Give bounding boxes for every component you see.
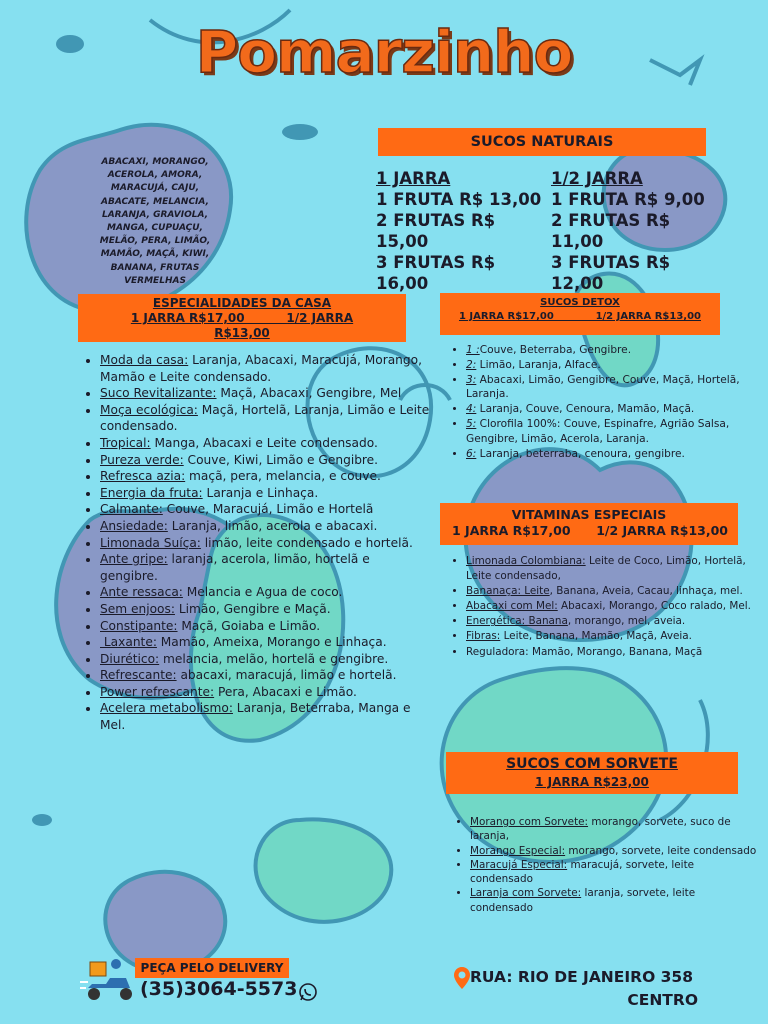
detox-title: SUCOS DETOX: [540, 297, 620, 308]
vitaminas-price-meia: 1/2 JARRA R$13,00: [596, 523, 728, 538]
list-item: • Sem enjoos: Limão, Gengibre e Maçã.: [100, 601, 430, 618]
price-line: 3 FRUTAS R$ 16,00: [376, 253, 496, 293]
vitaminas-header: [440, 503, 738, 545]
list-item: • Constipante: Maçã, Goiaba e Limão.: [100, 618, 430, 635]
delivery-scooter-icon: [80, 956, 140, 1006]
list-item: • 1 :Couve, Beterraba, Gengibre.: [466, 343, 746, 358]
price-column-jarra: [376, 168, 551, 294]
list-item: • Fibras: Leite, Banana, Mamão, Maçã, Aveia.: [466, 629, 764, 644]
list-item: • Limonada Colombiana: Leite de Coco, Limão, Hortelã, Leite condensado,: [466, 554, 764, 584]
list-item: • Morango Especial: morango, sorvete, leite condensado: [470, 844, 760, 858]
page-title: Pomarzinho: [195, 18, 573, 86]
list-item: • 3: Abacaxi, Limão, Gengibre, Couve, Maçã, Hortelã, Laranja.: [466, 373, 746, 403]
vitaminas-price-jarra: 1 JARRA R$17,00: [452, 523, 571, 538]
list-item: • 4: Laranja, Couve, Cenoura, Mamão, Maçã.: [466, 402, 746, 417]
especialidades-list: [80, 352, 430, 734]
list-item: • Bananaça: Leite, Banana, Aveia, Cacau, linhaça, mel.: [466, 584, 764, 599]
list-item: • Moça ecológica: Maçã, Hortelã, Laranja, Limão e Leite condensado.: [100, 402, 430, 435]
list-item: • Acelera metabolismo: Laranja, Beterraba, Manga e Mel.: [100, 700, 430, 733]
list-item: • Refrescante: abacaxi, maracujá, limão e hortelã.: [100, 667, 430, 684]
list-item: • Energia da fruta: Laranja e Linhaça.: [100, 485, 430, 502]
detox-header: [440, 293, 720, 335]
list-item: • Ansiedade: Laranja, limão, acerola e abacaxi.: [100, 518, 430, 535]
list-item: • Pureza verde: Couve, Kiwi, Limão e Gengibre.: [100, 452, 430, 469]
especialidades-price-2: R$13,00: [214, 326, 270, 340]
especialidades-title: ESPECIALIDADES DA CASA: [152, 296, 332, 310]
vitaminas-title: VITAMINAS ESPECIAIS: [511, 507, 667, 522]
price-line: 2 FRUTAS R$ 15,00: [376, 211, 496, 251]
vitaminas-list: [446, 554, 764, 660]
price-line: 1 FRUTA R$ 9,00: [551, 190, 705, 209]
address-line-2: CENTRO: [627, 991, 698, 1009]
sorvete-list: [450, 815, 760, 915]
sorvete-header: [446, 752, 738, 794]
address-line-1: RUA: RIO DE JANEIRO 358: [470, 968, 694, 986]
delivery-banner: [135, 958, 289, 978]
list-item: • Moda da casa: Laranja, Abacaxi, Maracujá, Morango, Mamão e Leite condensado.: [100, 352, 430, 385]
list-item: • Tropical: Manga, Abacaxi e Leite condensado.: [100, 435, 430, 452]
price-column-meia-jarra: [551, 168, 726, 294]
location-pin-icon: [453, 966, 471, 990]
detox-list: [446, 343, 746, 461]
whatsapp-icon[interactable]: [298, 982, 318, 1002]
list-item: • Reguladora: Mamão, Morango, Banana, Maçã: [466, 645, 764, 660]
delivery-label: PEÇA PELO DELIVERY: [140, 961, 284, 975]
list-item: • Maracujá Especial: maracujá, sorvete, leite condensado: [470, 858, 760, 887]
especialidades-header: [78, 294, 406, 342]
price-line: 3 FRUTAS R$ 12,00: [551, 253, 671, 293]
sucos-naturais-header: [378, 128, 706, 156]
address: [470, 966, 698, 1012]
price-line: 2 FRUTAS R$ 11,00: [551, 211, 671, 251]
list-item: • Laxante: Mamão, Ameixa, Morango e Linhaça.: [100, 634, 430, 651]
list-item: • Diurético: melancia, melão, hortelã e gengibre.: [100, 651, 430, 668]
sorvete-price: 1 JARRA R$23,00: [535, 775, 649, 789]
list-item: • Suco Revitalizante: Maçã, Abacaxi, Gengibre, Mel: [100, 385, 430, 402]
list-item: • Calmante: Couve, Maracujá, Limão e Hortelã: [100, 501, 430, 518]
price-column-title: 1/2 JARRA: [551, 169, 643, 188]
list-item: • Power refrescante: Pera, Abacaxi e Limão.: [100, 684, 430, 701]
list-item: • Ante gripe: laranja, acerola, limão, hortelã e gengibre.: [100, 551, 430, 584]
sucos-naturais-title: SUCOS NATURAIS: [470, 134, 614, 150]
list-item: • Ante ressaca: Melancia e Agua de coco.: [100, 584, 430, 601]
fruits-list: ABACAXI, MORANGO, ACEROLA, AMORA, MARACUJÁ, CAJU, ABACATE, MELANCIA, LARANJA, GRAVIOLA, MANGA, CUPUAÇU, MELÃO, PERA, LIMÃO, MAMÃO, MAÇÃ, KIWI, BANANA, FRUTAS VERMELHAS: [99, 157, 211, 286]
list-item: • Energética: Banana, morango, mel, aveia.: [466, 614, 764, 629]
list-item: • Abacaxi com Mel: Abacaxi, Morango, Coco ralado, Mel.: [466, 599, 764, 614]
price-line: 1 FRUTA R$ 13,00: [376, 190, 542, 209]
list-item: • 2: Limão, Laranja, Alface.: [466, 358, 746, 373]
list-item: • Morango com Sorvete: morango, sorvete, suco de laranja,: [470, 815, 760, 844]
phone-number[interactable]: [140, 978, 297, 1000]
detox-price: 1 JARRA R$17,00 1/2 JARRA R$13,00: [458, 311, 701, 322]
especialidades-price: 1 JARRA R$17,00 1/2 JARRA: [130, 311, 354, 325]
list-item: • Limonada Suíça: limão, leite condensado e hortelã.: [100, 535, 430, 552]
list-item: • Laranja com Sorvete: laranja, sorvete, leite condensado: [470, 886, 760, 915]
sorvete-title: SUCOS COM SORVETE: [506, 756, 678, 772]
list-item: • 6: Laranja, beterraba, cenoura, gengibre.: [466, 447, 746, 462]
list-item: • Refresca azia: maçã, pera, melancia, e couve.: [100, 468, 430, 485]
price-column-title: 1 JARRA: [376, 169, 451, 188]
phone-text: (35)3064-5573: [140, 978, 298, 1000]
list-item: • 5: Clorofila 100%: Couve, Espinafre, Agrião Salsa, Gengibre, Limão, Acerola, Laranja.: [466, 417, 746, 447]
